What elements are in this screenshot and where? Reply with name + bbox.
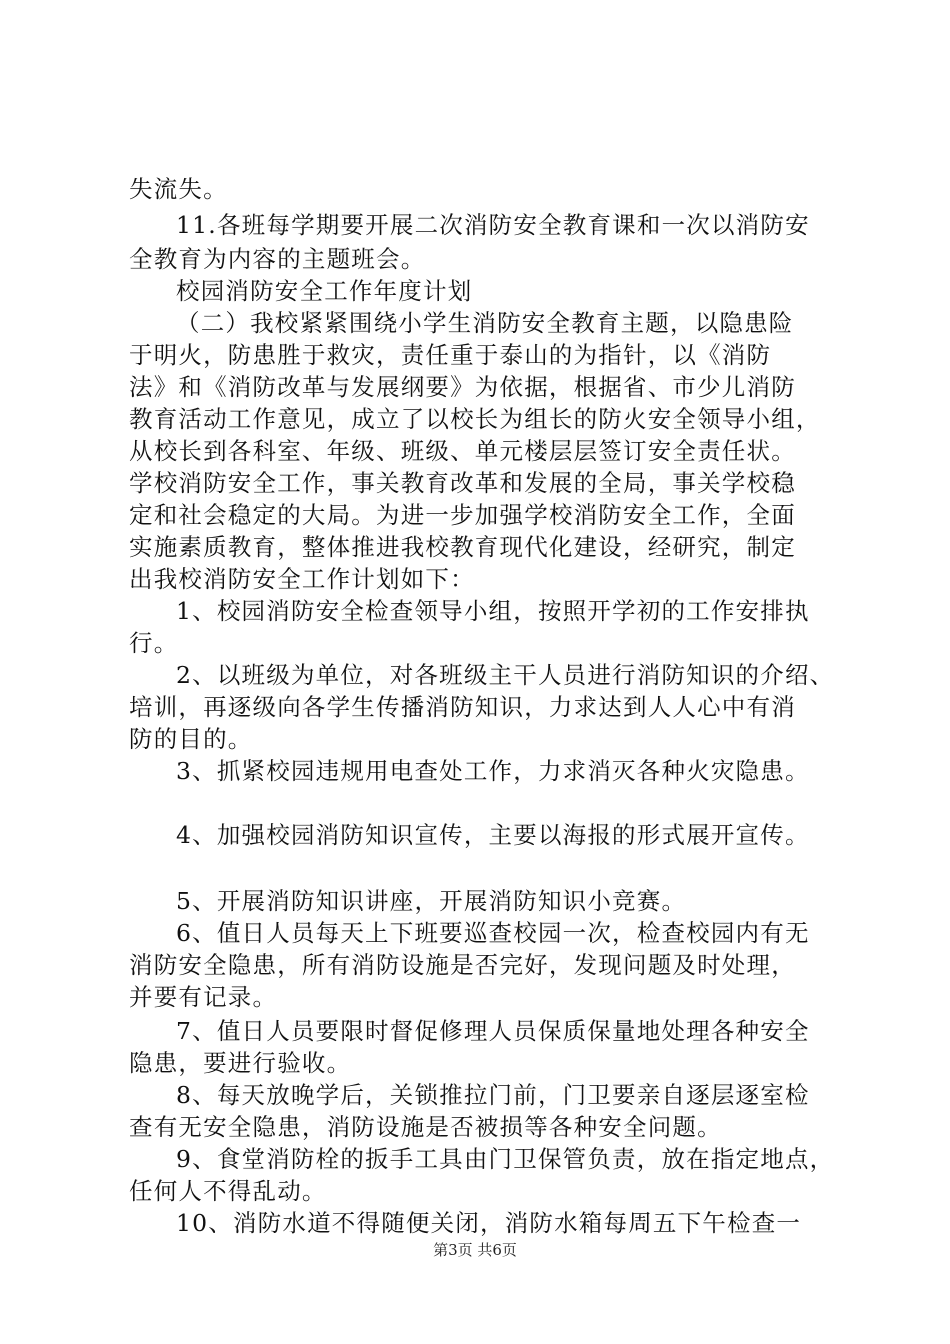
list-item: 10、消防水道不得随便关闭，消防水箱每周五下午检查一 <box>176 1209 802 1237</box>
text-line: 学校消防安全工作，事关教育改革和发展的全局，事关学校稳 <box>129 469 796 497</box>
text-line: 于明火，防患胜于救灾，责任重于泰山的为指针，以《消防 <box>129 341 772 369</box>
text-line: 从校长到各科室、年级、班级、单元楼层层签订安全责任状。 <box>129 437 796 465</box>
page-number: 第3页 共6页 <box>433 1241 517 1259</box>
list-item: 8、每天放晚学后，关锁推拉门前，门卫要亲自逐层逐室检 <box>176 1081 810 1109</box>
list-item: 6、值日人员每天上下班要巡查校园一次，检查校园内有无 <box>176 919 810 947</box>
text-line: 实施素质教育，整体推进我校教育现代化建设，经研究，制定 <box>129 533 796 561</box>
text-line: 失流失。 <box>129 175 228 203</box>
section-title: 校园消防安全工作年度计划 <box>176 277 473 305</box>
list-item: 1、校园消防安全检查领导小组，按照开学初的工作安排执 <box>176 597 810 625</box>
text-line: 法》和《消防改革与发展纲要》为依据，根据省、市少儿消防 <box>129 373 796 401</box>
list-item: 5、开展消防知识讲座，开展消防知识小竞赛。 <box>176 887 687 915</box>
text-line: 并要有记录。 <box>129 983 278 1011</box>
text-line: 隐患，要进行验收。 <box>129 1049 352 1077</box>
text-line: 11.各班每学期要开展二次消防安全教育课和一次以消防安 <box>176 211 810 239</box>
list-item: 3、抓紧校园违规用电查处工作，力求消灭各种火灾隐患。 <box>176 757 810 785</box>
text-line: 定和社会稳定的大局。为进一步加强学校消防安全工作，全面 <box>129 501 796 529</box>
text-line: 全教育为内容的主题班会。 <box>129 245 426 273</box>
text-line: 教育活动工作意见，成立了以校长为组长的防火安全领导小组， <box>129 405 821 433</box>
text-line: 出我校消防安全工作计划如下： <box>129 565 475 593</box>
text-line: 培训，再逐级向各学生传播消防知识，力求达到人人心中有消 <box>129 693 796 721</box>
text-line: （二）我校紧紧围绕小学生消防安全教育主题，以隐患险 <box>176 309 794 337</box>
text-line: 行。 <box>129 629 179 657</box>
list-item: 4、加强校园消防知识宣传，主要以海报的形式展开宣传。 <box>176 821 810 849</box>
list-item: 9、食堂消防栓的扳手工具由门卫保管负责，放在指定地点， <box>176 1145 835 1173</box>
list-item: 2、以班级为单位，对各班级主干人员进行消防知识的介绍、 <box>176 661 835 689</box>
text-line: 消防安全隐患，所有消防设施是否完好，发现问题及时处理， <box>129 951 796 979</box>
text-line: 防的目的。 <box>129 725 253 753</box>
text-line: 查有无安全隐患，消防设施是否被损等各种安全问题。 <box>129 1113 722 1141</box>
text-line: 任何人不得乱动。 <box>129 1177 327 1205</box>
list-item: 7、值日人员要限时督促修理人员保质保量地处理各种安全 <box>176 1017 810 1045</box>
